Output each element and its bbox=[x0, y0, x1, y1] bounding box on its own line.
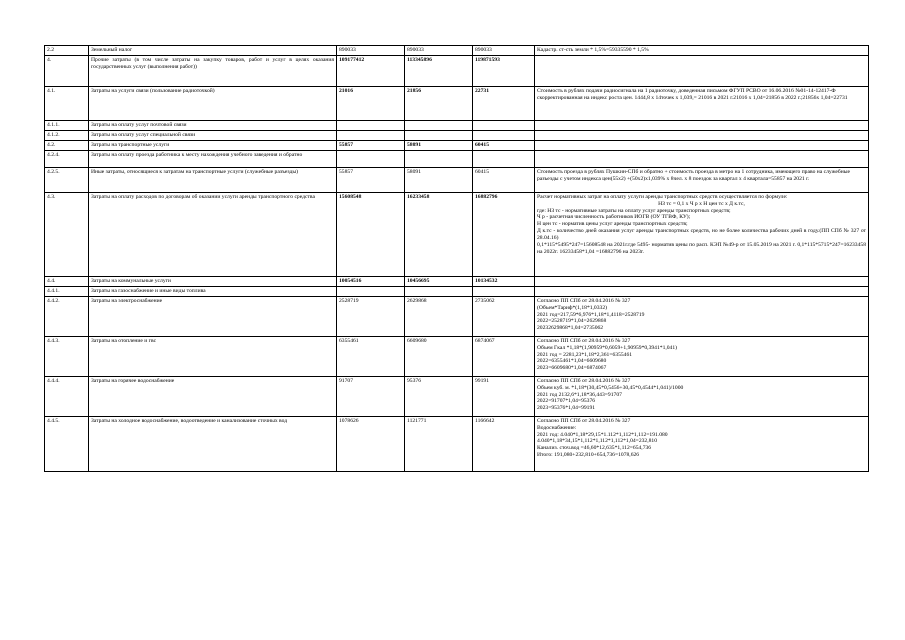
row-name: Затраты на оплату проезда работника к месту нахождения учебного заведения и обратно bbox=[89, 151, 337, 168]
row-value-v1: 91707 bbox=[337, 377, 405, 417]
row-note bbox=[535, 151, 869, 168]
row-name: Земельный налог bbox=[89, 46, 337, 56]
row-value-v1 bbox=[337, 151, 405, 168]
row-value-v2: 1121771 bbox=[405, 417, 473, 472]
row-value-v3: 99191 bbox=[473, 377, 535, 417]
table-row bbox=[45, 193, 869, 277]
row-name: Затраты на транспортные услуги bbox=[89, 141, 337, 151]
note-line: Водоснабжение: bbox=[537, 424, 577, 431]
row-value-v3: 119871593 bbox=[473, 56, 535, 87]
row-code: 4. bbox=[45, 56, 89, 87]
row-name: Затраты на оплату расходов по договорам об оказании услуги аренды транспортного средства bbox=[89, 193, 337, 277]
row-name: Затраты на холодное водоснабжение, водоотведение и канализование сточных вод bbox=[89, 417, 337, 472]
note-line: 2021 год: 4.040*1,18*29,15*1.112*1,112*1,112=191.080 bbox=[537, 431, 668, 438]
cost-table-body bbox=[45, 46, 869, 472]
row-note bbox=[535, 141, 869, 151]
row-code: 4.4. bbox=[45, 277, 89, 287]
note-line: 2022=6355461*1,04=6609680 bbox=[537, 358, 607, 365]
row-value-v1: 10054516 bbox=[337, 277, 405, 287]
note-line: Объем Гкал *1,18*(1,90959*0,6059+1,90959*0,3941*1,041) bbox=[537, 344, 678, 351]
row-value-v1 bbox=[337, 121, 405, 131]
row-note bbox=[535, 417, 869, 472]
table-row bbox=[45, 337, 869, 377]
note-line: 20232629868*1,04=2735062 bbox=[537, 325, 604, 332]
row-note bbox=[535, 337, 869, 377]
note-line: 2021 год = 2281,23*1,18*2,361=6355461 bbox=[537, 351, 633, 358]
note-line: Стоимость проезда в рублях Пушкин-СПб и обратно + стоимость проезда в метро на 1 сотрудника, имеющего право на служебные разъезды с учетом индекса цен(55х2) +(50х2)х1,039% х 8чел. х 8 поездок за квартал х 4 квартала=55857 на 2021 г. bbox=[537, 169, 850, 182]
row-name: Затраты на отопление и гвс bbox=[89, 337, 337, 377]
row-value-v2 bbox=[405, 121, 473, 131]
row-code: 4.1. bbox=[45, 87, 89, 121]
row-value-v2: 58091 bbox=[405, 141, 473, 151]
row-code: 4.3. bbox=[45, 193, 89, 277]
row-note bbox=[535, 87, 869, 121]
row-value-v3 bbox=[473, 121, 535, 131]
row-value-v3 bbox=[473, 287, 535, 297]
row-code: 2.2 bbox=[45, 46, 89, 56]
row-value-v3: 10134532 bbox=[473, 277, 535, 287]
note-line: Стоимость в рублях подачи радиосигнала на 1 радиоточку, доведенная письмом ФГУП РСВО от 16.06.2016 №01-14-12417-Ф скорректированная на индекс роста цен. 1444,8 х 14точек х 1,039,= 21016 в 2021 г.21016 х 1,04=21856 в 2022 г.;21856х 1,04=22731 bbox=[537, 88, 848, 101]
note-line: где: НЗ тс - нормативные затраты на оплату услуг аренды транспортных средств; bbox=[537, 207, 731, 214]
table-row bbox=[45, 151, 869, 168]
row-value-v2 bbox=[405, 131, 473, 141]
table-row bbox=[45, 287, 869, 297]
note-line: 2023=6609680*1,04=6874067 bbox=[537, 365, 607, 372]
note-line: Итого: 191,080+232,810+654,736=1078,626 bbox=[537, 452, 640, 459]
row-name: Затраты на оплату услуг почтовой связи bbox=[89, 121, 337, 131]
row-value-v3: 1166642 bbox=[473, 417, 535, 472]
row-value-v2: 6609680 bbox=[405, 337, 473, 377]
table-row bbox=[45, 377, 869, 417]
cost-table bbox=[44, 45, 869, 472]
note-line: 2021 год 2132,6*1,18*36,443=91707 bbox=[537, 391, 622, 398]
note-line: НЗ тс = 0,1 х Ч р х Н цен тс х Д к.тс, bbox=[658, 200, 745, 207]
note-line: Объем куб. м. *1,18*(30,45*0,5456+30,45*0,4544*1,041)/1000 bbox=[537, 384, 684, 391]
row-value-v1 bbox=[337, 287, 405, 297]
row-value-v2 bbox=[405, 151, 473, 168]
row-value-v3: 6874067 bbox=[473, 337, 535, 377]
row-value-v1: 109177412 bbox=[337, 56, 405, 87]
row-value-v3: 22731 bbox=[473, 87, 535, 121]
row-value-v1 bbox=[337, 131, 405, 141]
table-row bbox=[45, 297, 869, 337]
row-value-v3 bbox=[473, 131, 535, 141]
row-value-v2: 890033 bbox=[405, 46, 473, 56]
note-line: 2022=91707*1,04=95376 bbox=[537, 398, 596, 405]
note-line: (Объем*Тариф*(1,18*1,0332) bbox=[537, 304, 607, 311]
row-value-v3: 60415 bbox=[473, 168, 535, 193]
note-line: Согласно ПП СПб от 28.04.2016 № 327 bbox=[537, 298, 631, 304]
note-line: Расчет нормативных затрат на оплату услуги аренды транспортных средств осуществляется по формуле: bbox=[537, 194, 788, 200]
row-name: Затраты на оплату услуг специальной связи bbox=[89, 131, 337, 141]
table-row bbox=[45, 87, 869, 121]
row-value-v2: 21856 bbox=[405, 87, 473, 121]
row-value-v2: 2629868 bbox=[405, 297, 473, 337]
row-value-v1: 21016 bbox=[337, 87, 405, 121]
row-value-v2: 10456695 bbox=[405, 277, 473, 287]
row-value-v3: 2735062 bbox=[473, 297, 535, 337]
row-name: Прочие затраты (в том числе затраты на закупку товаров, работ и услуг в целях оказания государственных услуг (выполнения работ)) bbox=[89, 56, 337, 87]
row-value-v2 bbox=[405, 287, 473, 297]
note-line: Ч р - расчетная численность работников ИОГВ (ОУ ТГВФ, КУ); bbox=[537, 214, 691, 221]
note-line: Согласно ПП СПб от 28.04.2016 № 327 bbox=[537, 378, 631, 384]
row-code: 4.4.2. bbox=[45, 297, 89, 337]
row-note bbox=[535, 168, 869, 193]
note-line: 2021 год=217,59*6,976*1,18*1,4118=2528719 bbox=[537, 311, 645, 318]
row-value-v2: 95376 bbox=[405, 377, 473, 417]
row-name: Затраты на коммунальные услуги bbox=[89, 277, 337, 287]
row-value-v1: 15608548 bbox=[337, 193, 405, 277]
row-value-v3: 16882796 bbox=[473, 193, 535, 277]
row-code: 4.1.2. bbox=[45, 131, 89, 141]
table-row bbox=[45, 46, 869, 56]
row-note bbox=[535, 287, 869, 297]
row-value-v2: 113345896 bbox=[405, 56, 473, 87]
row-code: 4.2.5. bbox=[45, 168, 89, 193]
table-row bbox=[45, 141, 869, 151]
note-line: 0,1*115*5495*247=15608548 на 2021г.где 5495- норматив цены по расп. КЭП №49-р от 15.05.2019 на 2021 г. 0,1*115*5715*247=16233458 на 2022г. 16233458*1,04 =16882796 на 2023г. bbox=[537, 241, 866, 255]
row-value-v3: 890033 bbox=[473, 46, 535, 56]
row-code: 4.4.5. bbox=[45, 417, 89, 472]
row-name: Затраты на горячее водоснабжение bbox=[89, 377, 337, 417]
note-line: Д к.тс - количество дней оказания услуг аренды транспортных средств, но не более количества рабочих дней в году.(ПП СПб № 327 от 28.04.16) bbox=[537, 228, 866, 241]
row-code: 4.4.3. bbox=[45, 337, 89, 377]
row-note bbox=[535, 121, 869, 131]
row-value-v1: 6355461 bbox=[337, 337, 405, 377]
row-name: Затраты на газоснабжение и иные виды топлива bbox=[89, 287, 337, 297]
row-note bbox=[535, 297, 869, 337]
row-value-v3: 60415 bbox=[473, 141, 535, 151]
note-line: Согласно ПП СПб от 28.04.2016 № 327 bbox=[537, 338, 631, 344]
table-row bbox=[45, 131, 869, 141]
note-line: 4.040*1,18*34,15*1,112*1,112*1,112*1,04=232,810 bbox=[537, 438, 657, 445]
table-row bbox=[45, 168, 869, 193]
note-line: 2023=95376*1,04=99191 bbox=[537, 405, 596, 412]
note-line: Согласно ПП СПб от 28.04.2016 № 327 bbox=[537, 418, 631, 424]
row-note bbox=[535, 193, 869, 277]
row-value-v3 bbox=[473, 151, 535, 168]
note-line: 2022=2528719*1,04=2629868 bbox=[537, 318, 607, 325]
row-value-v1: 55857 bbox=[337, 168, 405, 193]
row-note bbox=[535, 56, 869, 87]
row-code: 4.2.4. bbox=[45, 151, 89, 168]
row-value-v2: 58091 bbox=[405, 168, 473, 193]
row-value-v1: 55857 bbox=[337, 141, 405, 151]
table-row bbox=[45, 56, 869, 87]
row-name: Затраты на услуги связи (пользование радиоточкой) bbox=[89, 87, 337, 121]
row-code: 4.1.1. bbox=[45, 121, 89, 131]
row-value-v1: 1078626 bbox=[337, 417, 405, 472]
row-name: Затраты на электроснабжение bbox=[89, 297, 337, 337]
row-note bbox=[535, 377, 869, 417]
row-name: Иные затраты, относящиеся к затратам на транспортные услуги (служебные разъезды) bbox=[89, 168, 337, 193]
row-value-v2: 16233458 bbox=[405, 193, 473, 277]
table-row bbox=[45, 121, 869, 131]
row-code: 4.2. bbox=[45, 141, 89, 151]
table-row bbox=[45, 417, 869, 472]
row-note bbox=[535, 131, 869, 141]
note-line: Н цен тс - норматив цены услуг аренды транспортных средств; bbox=[537, 221, 688, 228]
row-value-v1: 890033 bbox=[337, 46, 405, 56]
row-code: 4.4.4. bbox=[45, 377, 89, 417]
row-value-v1: 2528719 bbox=[337, 297, 405, 337]
note-line: Кадастр. ст-сть земли * 1,5%=59335590 * 1,5% bbox=[537, 47, 649, 53]
row-note bbox=[535, 277, 869, 287]
note-line: Канализ. сточ.вод =46,60*12,635*1,112=654,736 bbox=[537, 445, 652, 452]
table-row bbox=[45, 277, 869, 287]
row-code: 4.4.1. bbox=[45, 287, 89, 297]
row-note bbox=[535, 46, 869, 56]
